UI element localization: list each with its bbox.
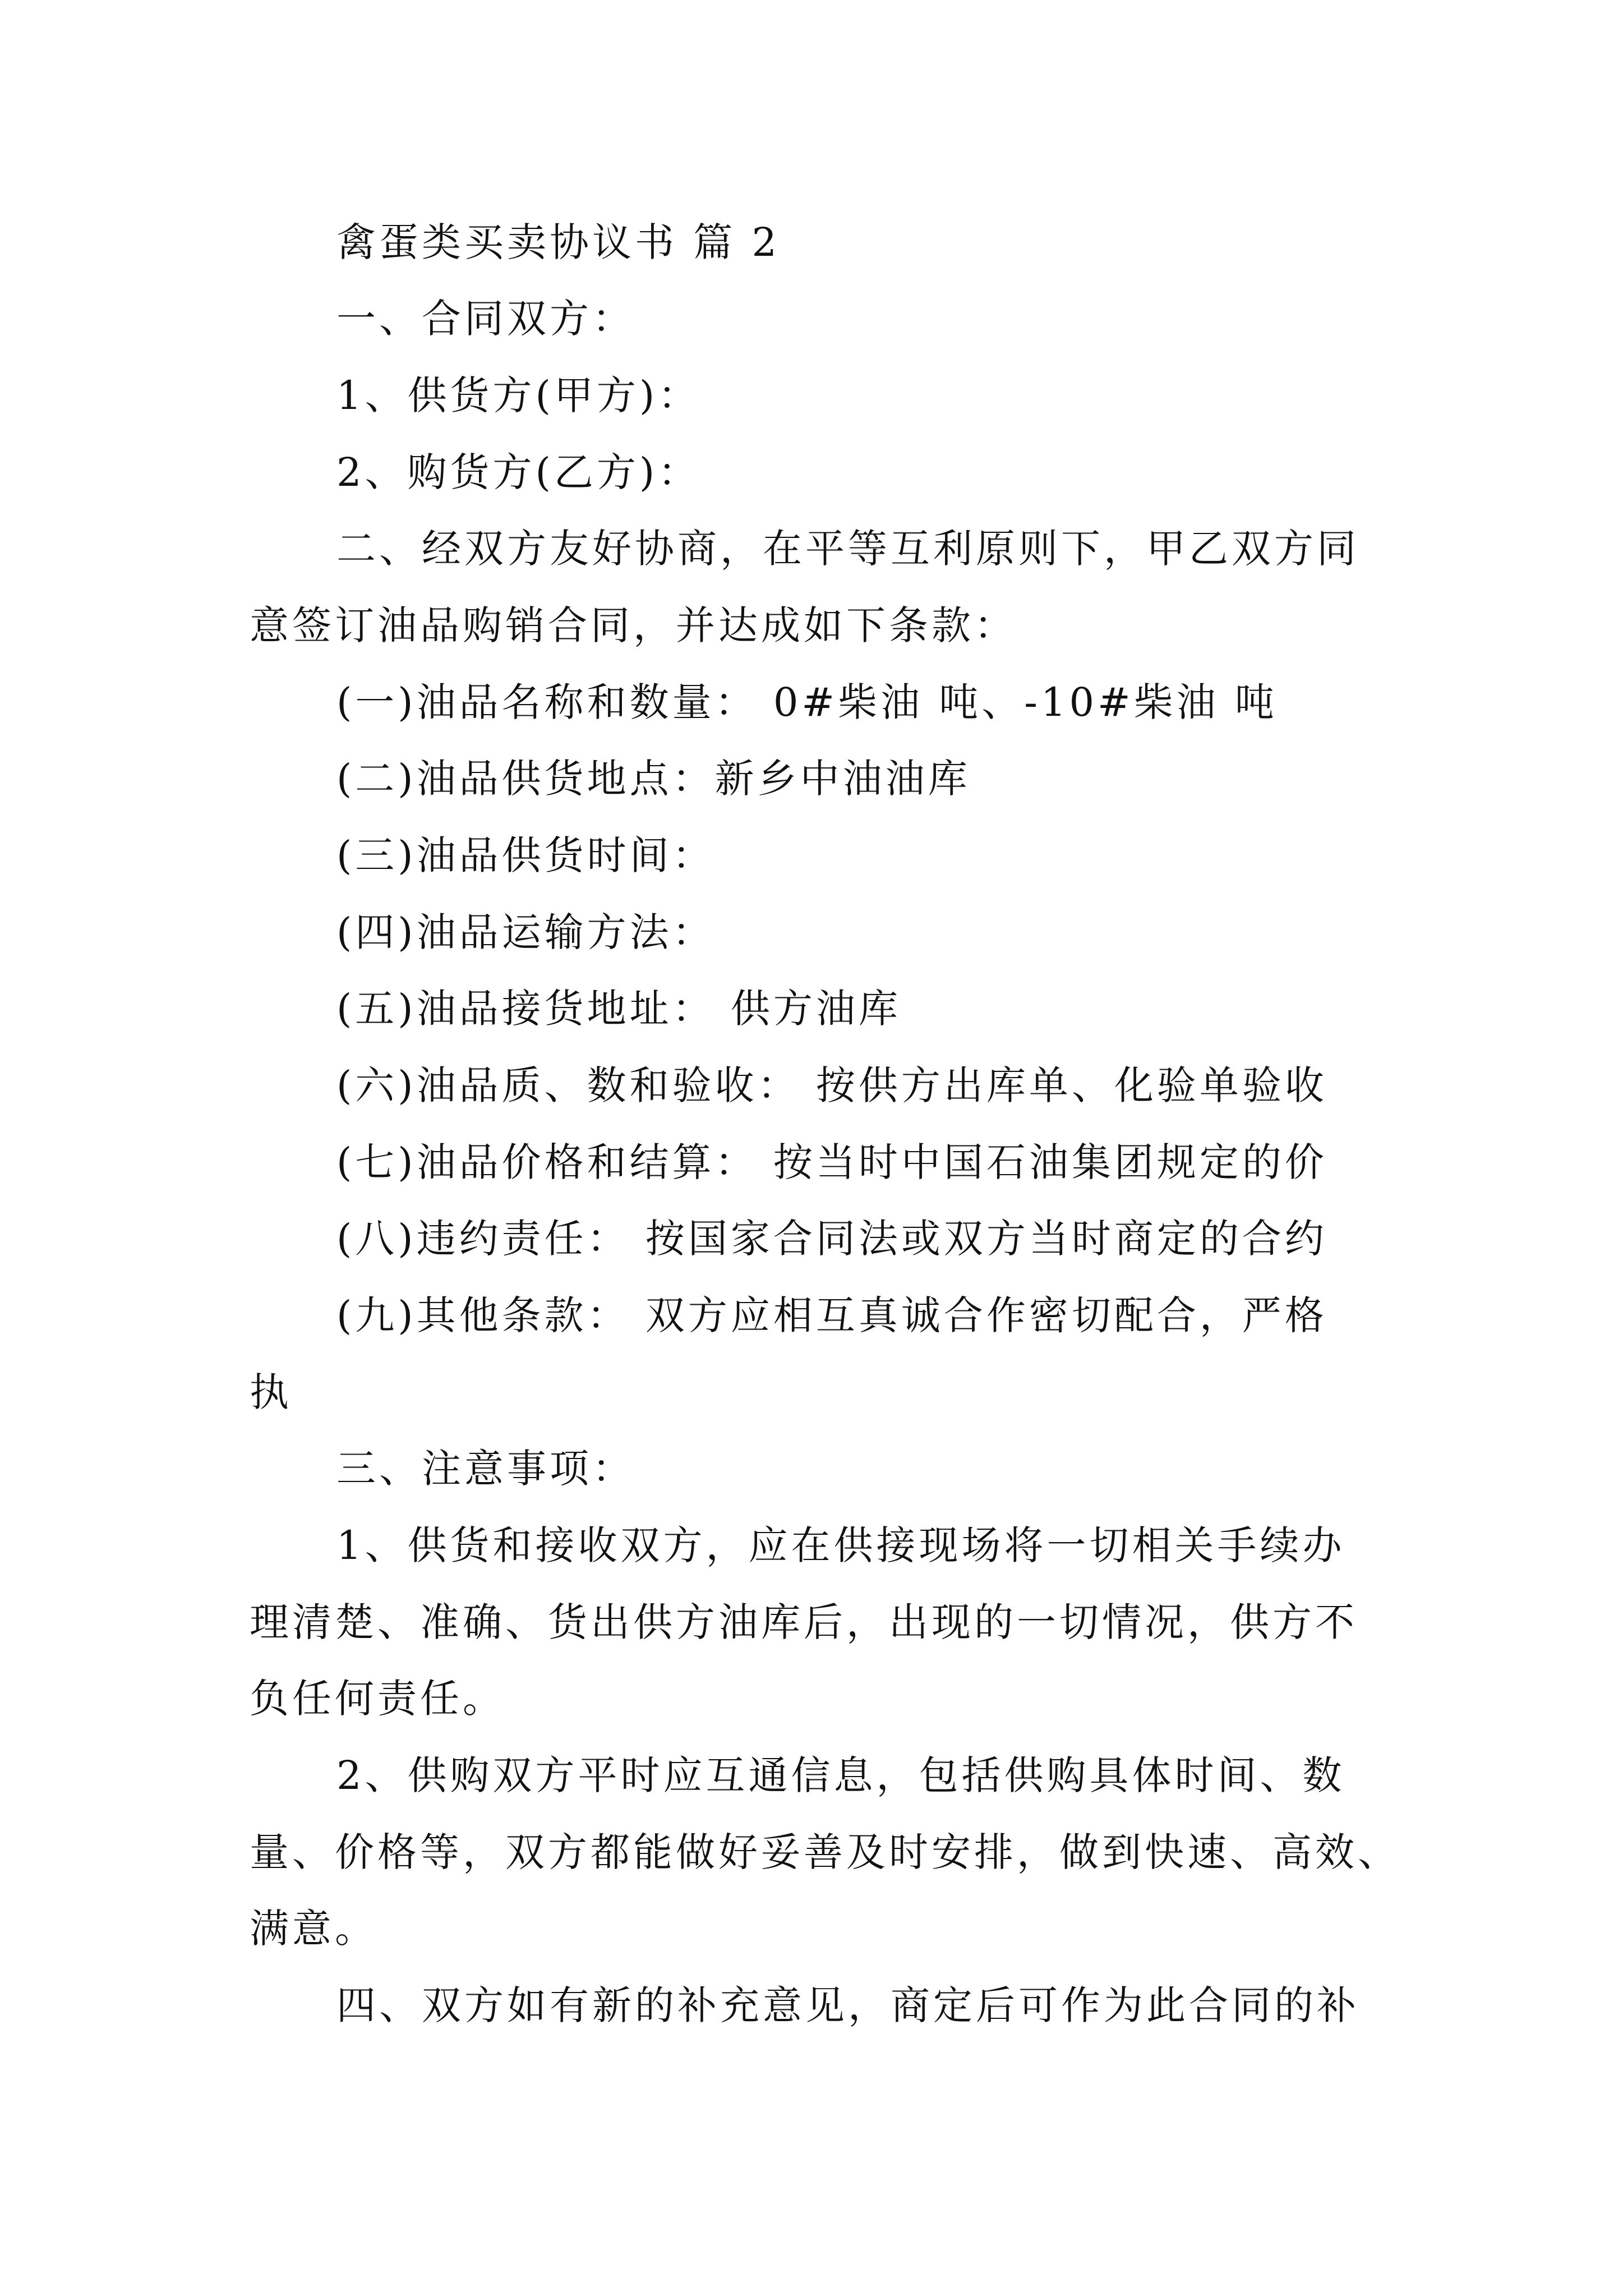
section-parties-heading: 一、合同双方： (336, 296, 635, 342)
clause-5: (五)油品接货地址： 供方油库 (336, 986, 901, 1032)
section-notes-heading: 三、注意事项： (336, 1446, 635, 1492)
document-title: 禽蛋类买卖协议书 篇 2 (336, 219, 781, 265)
clause-1: (一)油品名称和数量： 0#柴油 吨、-10#柴油 吨 (336, 679, 1278, 725)
note-2-line-3: 满意。 (250, 1906, 377, 1952)
agreement-paragraph-line-2: 意签订油品购销合同，并达成如下条款： (250, 602, 1017, 648)
note-1-line-3: 负任何责任。 (250, 1676, 505, 1722)
clause-3: (三)油品供货时间： (336, 832, 715, 878)
supplier-line: 1、供货方(甲方)： (336, 372, 701, 418)
note-2-line-1: 2、供购双方平时应互通信息，包括供购具体时间、数 (336, 1752, 1345, 1798)
section-supplement-line: 四、双方如有新的补充意见，商定后可作为此合同的补 (336, 1982, 1359, 2028)
clause-7: (七)油品价格和结算： 按当时中国石油集团规定的价 (336, 1139, 1327, 1185)
clause-2: (二)油品供货地点：新乡中油油库 (336, 756, 971, 802)
clause-8: (八)违约责任： 按国家合同法或双方当时商定的合约 (336, 1216, 1327, 1262)
note-1-line-2: 理清楚、准确、货出供方油库后，出现的一切情况，供方不 (250, 1599, 1358, 1645)
note-1-line-1: 1、供货和接收双方，应在供接现场将一切相关手续办 (336, 1522, 1345, 1568)
clause-9-line-2: 执 (250, 1369, 292, 1415)
note-2-line-2: 量、价格等，双方都能做好妥善及时安排，做到快速、高效、 (250, 1829, 1400, 1875)
agreement-paragraph-line-1: 二、经双方友好协商，在平等互利原则下，甲乙双方同 (336, 526, 1359, 572)
clause-9-line-1: (九)其他条款： 双方应相互真诚合作密切配合，严格 (336, 1292, 1327, 1338)
clause-6: (六)油品质、数和验收： 按供方出库单、化验单验收 (336, 1062, 1327, 1108)
buyer-line: 2、购货方(乙方)： (336, 449, 701, 495)
clause-4: (四)油品运输方法： (336, 909, 715, 955)
